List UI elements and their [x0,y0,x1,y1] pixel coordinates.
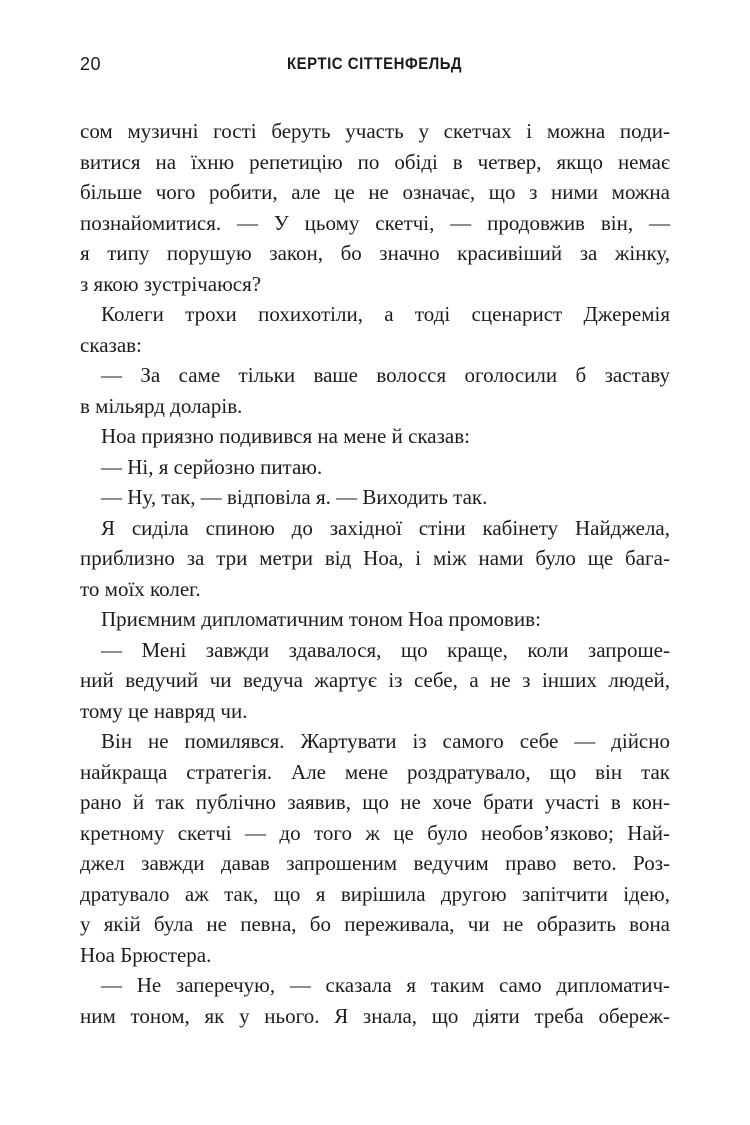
text-line: дратувало аж так, що я вирішила другою запітчити ідею, [80,881,670,906]
text-line: — Не заперечую, — сказала я таким само дипломатич- [101,973,670,997]
page-header [80,54,670,76]
text-line: я типу порушую закон, бо значно красивіший за жінку, [80,241,670,265]
text-body [80,116,670,1031]
text-line: Приємним дипломатичним тоном Ноа промовив: [101,607,541,631]
text-line: рано й так публічно заявив, що не хоче брати участі в кон- [80,790,670,814]
text-line: то моїх колег. [80,576,201,601]
text-line: познайомитися. — У цьому скетчі, — продовжив він, — [80,210,670,235]
text-line: з якою зустрічаюся? [80,271,262,296]
text-line: тому це навряд чи. [80,698,248,723]
running-title-wrap [80,54,670,74]
text-line: сказав: [80,332,142,357]
running-title: КЕРТІС СІТТЕНФЕЛЬД [287,54,463,73]
text-line: Колеги трохи похихотіли, а тоді сценарист Джеремія [101,302,670,326]
text-line: витися на їхню репетицію по обіді в четвер, якщо немає [80,149,670,174]
text-line: більше чого робити, але це не означає, що з ними можна [80,180,670,204]
text-line: сом музичні гості беруть участь у скетчах і можна поди- [80,119,670,143]
text-line: — Мені завжди здавалося, що краще, коли запроше- [101,637,670,662]
text-line: Ноа приязно подивився на мене й сказав: [101,424,470,448]
text-line: Він не помилявся. Жартувати із самого себе — дійсно [101,729,670,753]
text-line: — Ну, так, — відповіла я. — Виходить так. [101,485,488,509]
text-line: кретному скетчі — до того ж це було необов’язково; Най- [80,820,670,845]
text-line: — За саме тільки ваше волосся оголосили б заставу [101,363,670,387]
text-line: приблизно за три метри від Ноа, і між нами було ще бага- [80,546,670,570]
text-line: ним тоном, як у нього. Я знала, що діяти треба обереж- [80,1003,670,1028]
text-line: Я сиділа спиною до західної стіни кабінету Найджела, [101,515,670,540]
text-line: ний ведучий чи ведуча жартує із себе, а не з інших людей, [80,668,670,692]
text-line: в мільярд доларів. [80,393,243,418]
page-number: 20 [80,54,102,74]
text-line: найкраща стратегія. Але мене роздратувало, що він так [80,759,670,784]
text-line: — Ні, я серйозно питаю. [101,454,323,479]
text-line: Ноа Брюстера. [80,942,212,967]
text-line: у якій була не певна, бо переживала, чи не образить вона [80,912,670,936]
text-line: джел завжди давав запрошеним ведучим право вето. Роз- [80,851,670,875]
